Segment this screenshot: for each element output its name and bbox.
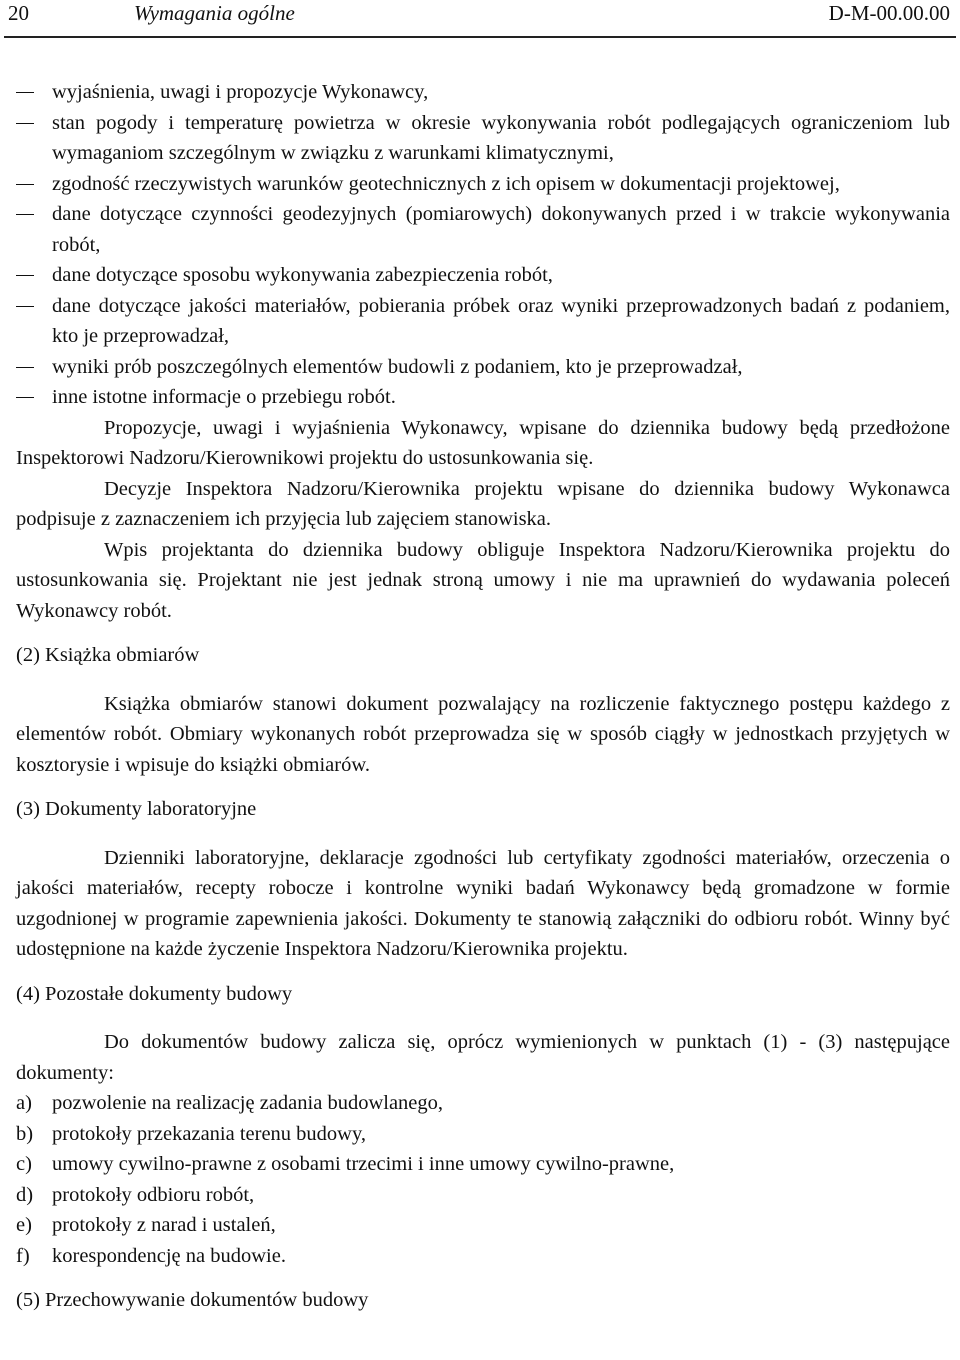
list-item: dane dotyczące jakości materiałów, pobierania próbek oraz wyniki przeprowadzonych badań z podaniem, kto je przeprowadzał, <box>52 294 950 347</box>
page-number: 20 <box>8 1 29 25</box>
list-item: a) pozwolenie na realizację zadania budowlanego, <box>16 1092 444 1114</box>
document-code: D-M-00.00.00 <box>828 1 950 25</box>
list-item: inne istotne informacje o przebiegu robót. <box>52 386 396 408</box>
list-item: b) protokoły przekazania terenu budowy, <box>16 1122 367 1145</box>
page-content <box>16 77 950 1316</box>
header-rule <box>4 36 956 38</box>
bullet-list <box>16 77 950 413</box>
section-heading-4: (4) Pozostałe dokumenty budowy <box>16 982 293 1005</box>
list-item: stan pogody i temperaturę powietrza w okresie wykonywania robót podlegających ograniczeniom lub wymaganiom szczególnym w związku z warunkami klimatycznymi, <box>52 111 950 164</box>
list-item: wyniki prób poszczególnych elementów budowli z podaniem, kto je przeprowadzał, <box>52 355 743 378</box>
list-item: dane dotyczące sposobu wykonywania zabezpieczenia robót, <box>52 264 553 286</box>
list-item: d) protokoły odbioru robót, <box>16 1183 255 1206</box>
section-heading-3: (3) Dokumenty laboratoryjne <box>16 798 257 820</box>
list-item: e) protokoły z narad i ustaleń, <box>16 1214 276 1236</box>
paragraph-designer-entry: Wpis projektanta do dziennika budowy obliguje Inspektora Nadzoru/Kierownika projektu do ustosunkowania się. Projektant nie jest jednak stroną umowy i nie ma uprawnień do wydawania poleceń Wykonawcy robót. <box>16 538 950 622</box>
section-heading-5: (5) Przechowywanie dokumentów budowy <box>16 1289 369 1311</box>
page-header <box>0 0 960 40</box>
section-heading-2: (2) Książka obmiarów <box>16 644 200 666</box>
list-item: wyjaśnienia, uwagi i propozycje Wykonawcy, <box>52 81 429 103</box>
list-item: zgodność rzeczywistych warunków geotechnicznych z ich opisem w dokumentacji projektowej, <box>52 172 840 195</box>
section-text-4: Do dokumentów budowy zalicza się, oprócz wymienionych w punktach (1) - (3) następujące dokumenty: <box>16 1031 950 1084</box>
paragraph-decisions: Decyzje Inspektora Nadzoru/Kierownika projektu wpisane do dziennika budowy Wykonawca podpisuje z zaznaczeniem ich przyjęcia lub zajęciem stanowiska. <box>16 477 950 530</box>
documents-list <box>16 1088 950 1271</box>
header-title: Wymagania ogólne <box>134 1 295 25</box>
paragraph-proposals: Propozycje, uwagi i wyjaśnienia Wykonawcy, wpisane do dziennika budowy będą przedłożone Inspektorowi Nadzoru/Kierownikowi projektu do ustosunkowania się. <box>16 416 950 469</box>
list-item: f) korespondencję na budowie. <box>16 1244 286 1267</box>
list-item: dane dotyczące czynności geodezyjnych (pomiarowych) dokonywanych przed i w trakcie wykonywania robót, <box>52 203 950 256</box>
section-text-2: Książka obmiarów stanowi dokument pozwalający na rozliczenie faktycznego postępu każdego z elementów robót. Obmiary wykonanych robót przeprowadza się w sposób ciągły w jednostkach przyjętych w kosztorysie i wpisuje do książki obmiarów. <box>16 692 950 776</box>
list-item: c) umowy cywilno-prawne z osobami trzecimi i inne umowy cywilno-prawne, <box>16 1153 675 1175</box>
section-text-3: Dzienniki laboratoryjne, deklaracje zgodności lub certyfikaty zgodności materiałów, orzeczenia o jakości materiałów, recepty robocze i kontrolne wyniki badań Wykonawcy będą gromadzone w formie uzgodnionej w programie zapewnienia jakości. Dokumenty te stanowią załączniki do odbioru robót. Winny być udostępnione na każde życzenie Inspektora Nadzoru/Kierownika projektu. <box>16 846 950 960</box>
